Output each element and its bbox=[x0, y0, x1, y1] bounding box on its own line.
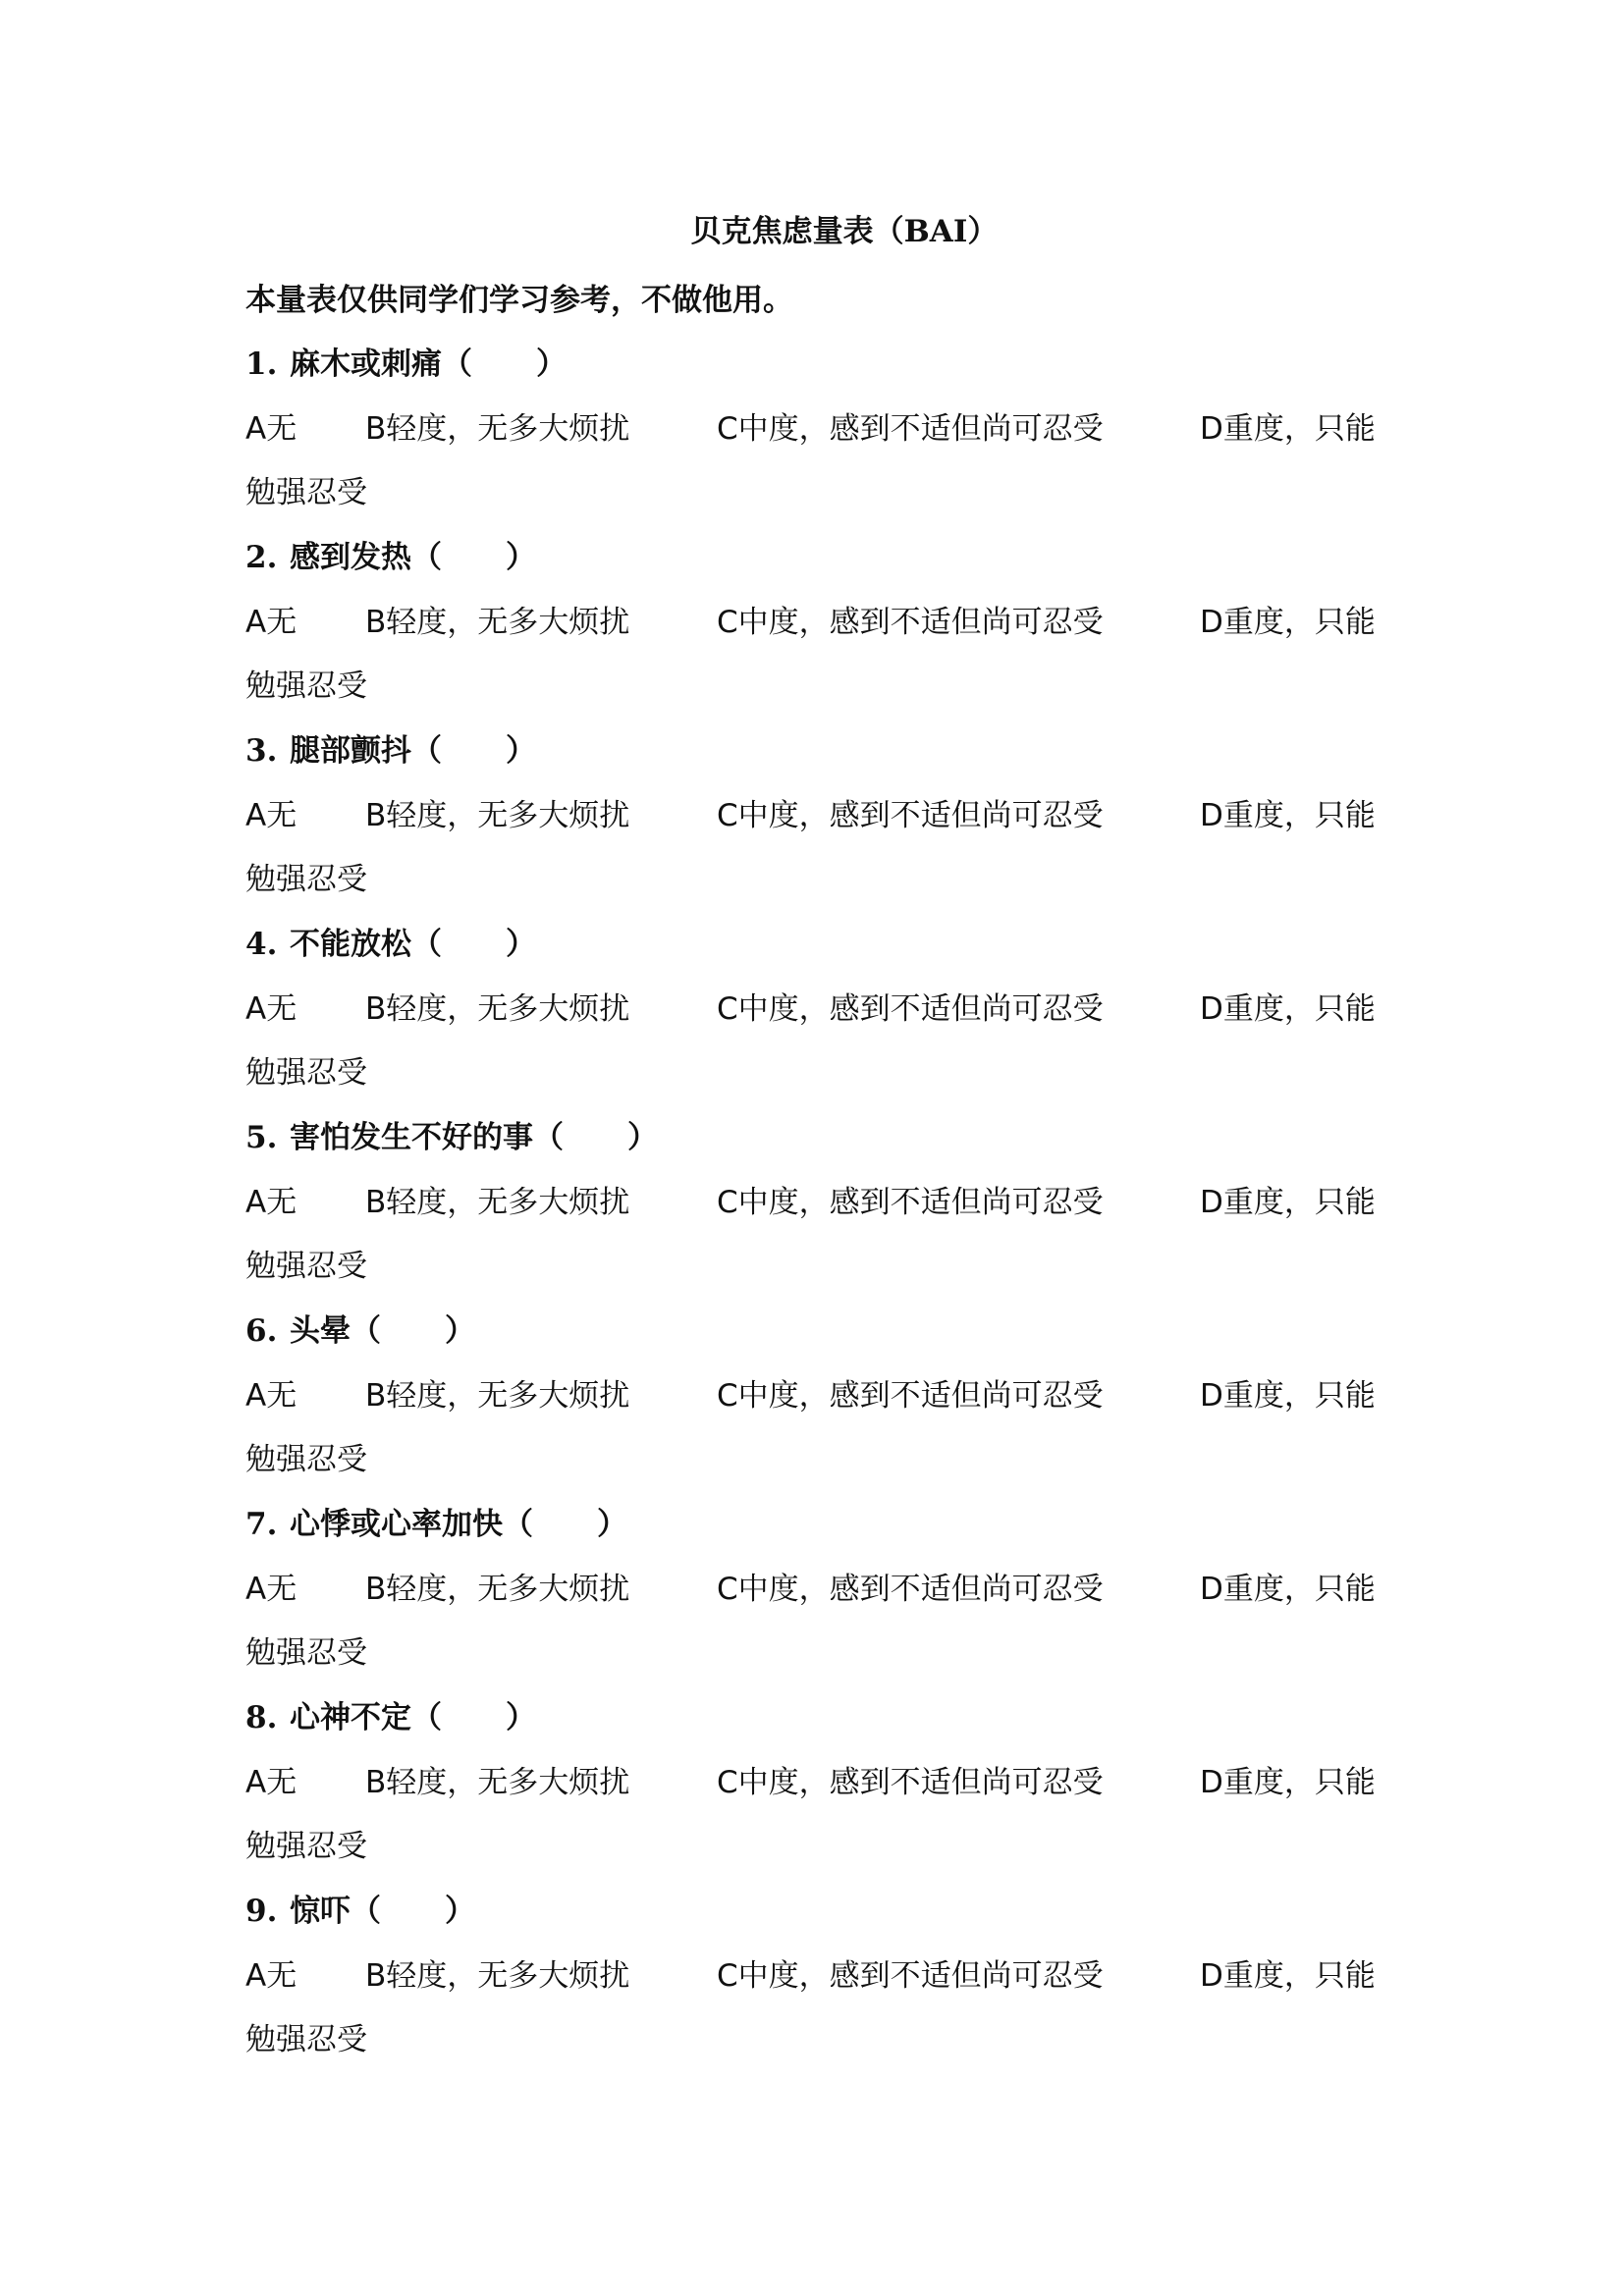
option-d-continuation: 勉强忍受 bbox=[245, 668, 367, 704]
option-c[interactable]: C中度，感到不适但尚可忍受 bbox=[717, 1765, 1104, 1800]
options-row bbox=[245, 1557, 1404, 1622]
question-number: 5. bbox=[245, 1120, 278, 1155]
question-item bbox=[245, 1492, 1404, 1685]
option-b[interactable]: B轻度，无多大烦扰 bbox=[365, 1185, 630, 1220]
question-number: 3. bbox=[245, 733, 278, 769]
question-text: 心神不定（ bbox=[290, 1700, 442, 1735]
option-b[interactable]: B轻度，无多大烦扰 bbox=[365, 991, 630, 1027]
option-a[interactable]: A无 bbox=[245, 798, 298, 833]
option-d-continuation: 勉强忍受 bbox=[245, 862, 367, 897]
question-number: 4. bbox=[245, 927, 278, 962]
option-c[interactable]: C中度，感到不适但尚可忍受 bbox=[717, 798, 1104, 833]
option-a[interactable]: A无 bbox=[245, 991, 298, 1027]
option-d-continuation: 勉强忍受 bbox=[245, 1635, 367, 1671]
questionnaire-page bbox=[245, 204, 1404, 2072]
option-d-continuation: 勉强忍受 bbox=[245, 1249, 367, 1284]
option-c[interactable]: C中度，感到不适但尚可忍受 bbox=[717, 991, 1104, 1027]
option-d[interactable]: D重度，只能 bbox=[1200, 1958, 1376, 1994]
option-d[interactable]: D重度，只能 bbox=[1200, 1572, 1376, 1607]
options-row bbox=[245, 977, 1404, 1041]
option-d-continuation: 勉强忍受 bbox=[245, 475, 367, 510]
question-number: 2. bbox=[245, 540, 278, 575]
question-text: 害怕发生不好的事（ bbox=[290, 1120, 564, 1155]
document-title: 贝克焦虑量表（BAI） bbox=[690, 214, 999, 249]
question-number: 8. bbox=[245, 1700, 278, 1735]
question-item bbox=[245, 912, 1404, 1105]
option-b[interactable]: B轻度，无多大烦扰 bbox=[365, 1378, 630, 1414]
question-stem bbox=[245, 525, 1404, 590]
options-row bbox=[245, 1944, 1404, 2008]
option-d[interactable]: D重度，只能 bbox=[1200, 1765, 1376, 1800]
option-a[interactable]: A无 bbox=[245, 1958, 298, 1994]
option-c[interactable]: C中度，感到不适但尚可忍受 bbox=[717, 1185, 1104, 1220]
option-d[interactable]: D重度，只能 bbox=[1200, 1185, 1376, 1220]
question-stem bbox=[245, 1299, 1404, 1363]
option-d-continuation: 勉强忍受 bbox=[245, 1829, 367, 1864]
options-row bbox=[245, 1170, 1404, 1235]
option-b[interactable]: B轻度，无多大烦扰 bbox=[365, 411, 630, 447]
question-close: ） bbox=[597, 1507, 627, 1542]
question-text: 不能放松（ bbox=[290, 927, 442, 962]
option-a[interactable]: A无 bbox=[245, 1185, 298, 1220]
option-c[interactable]: C中度，感到不适但尚可忍受 bbox=[717, 411, 1104, 447]
option-c[interactable]: C中度，感到不适但尚可忍受 bbox=[717, 1378, 1104, 1414]
option-b[interactable]: B轻度，无多大烦扰 bbox=[365, 798, 630, 833]
option-c[interactable]: C中度，感到不适但尚可忍受 bbox=[717, 605, 1104, 640]
question-item bbox=[245, 525, 1404, 719]
option-c[interactable]: C中度，感到不适但尚可忍受 bbox=[717, 1958, 1104, 1994]
option-d[interactable]: D重度，只能 bbox=[1200, 605, 1376, 640]
option-a[interactable]: A无 bbox=[245, 411, 298, 447]
options-row bbox=[245, 1363, 1404, 1428]
option-d[interactable]: D重度，只能 bbox=[1200, 991, 1376, 1027]
question-stem bbox=[245, 1492, 1404, 1557]
question-number: 7. bbox=[245, 1507, 278, 1542]
question-item bbox=[245, 332, 1404, 525]
question-close: ） bbox=[506, 733, 536, 769]
question-item bbox=[245, 1685, 1404, 1879]
option-a[interactable]: A无 bbox=[245, 605, 298, 640]
question-item bbox=[245, 1299, 1404, 1492]
option-d-continuation: 勉强忍受 bbox=[245, 1055, 367, 1091]
options-row bbox=[245, 397, 1404, 461]
question-text: 头晕（ bbox=[290, 1313, 381, 1349]
option-d[interactable]: D重度，只能 bbox=[1200, 798, 1376, 833]
option-c[interactable]: C中度，感到不适但尚可忍受 bbox=[717, 1572, 1104, 1607]
question-text: 麻木或刺痛（ bbox=[290, 347, 472, 382]
question-stem bbox=[245, 912, 1404, 977]
option-b[interactable]: B轻度，无多大烦扰 bbox=[365, 1765, 630, 1800]
option-d[interactable]: D重度，只能 bbox=[1200, 411, 1376, 447]
option-d-continuation: 勉强忍受 bbox=[245, 2022, 367, 2057]
option-a[interactable]: A无 bbox=[245, 1765, 298, 1800]
option-b[interactable]: B轻度，无多大烦扰 bbox=[365, 605, 630, 640]
options-row bbox=[245, 783, 1404, 848]
question-number: 1. bbox=[245, 347, 278, 382]
option-d[interactable]: D重度，只能 bbox=[1200, 1378, 1376, 1414]
question-close: ） bbox=[445, 1894, 475, 1929]
options-row bbox=[245, 1750, 1404, 1815]
question-text: 惊吓（ bbox=[290, 1894, 381, 1929]
question-item bbox=[245, 719, 1404, 912]
document-intro: 本量表仅供同学们学习参考，不做他用。 bbox=[245, 283, 793, 318]
question-item bbox=[245, 1879, 1404, 2072]
question-close: ） bbox=[536, 347, 567, 382]
question-stem bbox=[245, 332, 1404, 397]
option-a[interactable]: A无 bbox=[245, 1572, 298, 1607]
question-number: 6. bbox=[245, 1313, 278, 1349]
question-text: 感到发热（ bbox=[290, 540, 442, 575]
option-d-continuation: 勉强忍受 bbox=[245, 1442, 367, 1477]
question-stem bbox=[245, 1879, 1404, 1944]
question-close: ） bbox=[627, 1120, 658, 1155]
question-close: ） bbox=[506, 1700, 536, 1735]
question-item bbox=[245, 1105, 1404, 1299]
question-close: ） bbox=[445, 1313, 475, 1349]
question-number: 9. bbox=[245, 1894, 278, 1929]
question-stem bbox=[245, 1685, 1404, 1750]
option-b[interactable]: B轻度，无多大烦扰 bbox=[365, 1572, 630, 1607]
options-row bbox=[245, 590, 1404, 655]
question-stem bbox=[245, 719, 1404, 783]
question-text: 腿部颤抖（ bbox=[290, 733, 442, 769]
question-text: 心悸或心率加快（ bbox=[290, 1507, 533, 1542]
option-b[interactable]: B轻度，无多大烦扰 bbox=[365, 1958, 630, 1994]
option-a[interactable]: A无 bbox=[245, 1378, 298, 1414]
question-close: ） bbox=[506, 540, 536, 575]
question-stem bbox=[245, 1105, 1404, 1170]
question-close: ） bbox=[506, 927, 536, 962]
